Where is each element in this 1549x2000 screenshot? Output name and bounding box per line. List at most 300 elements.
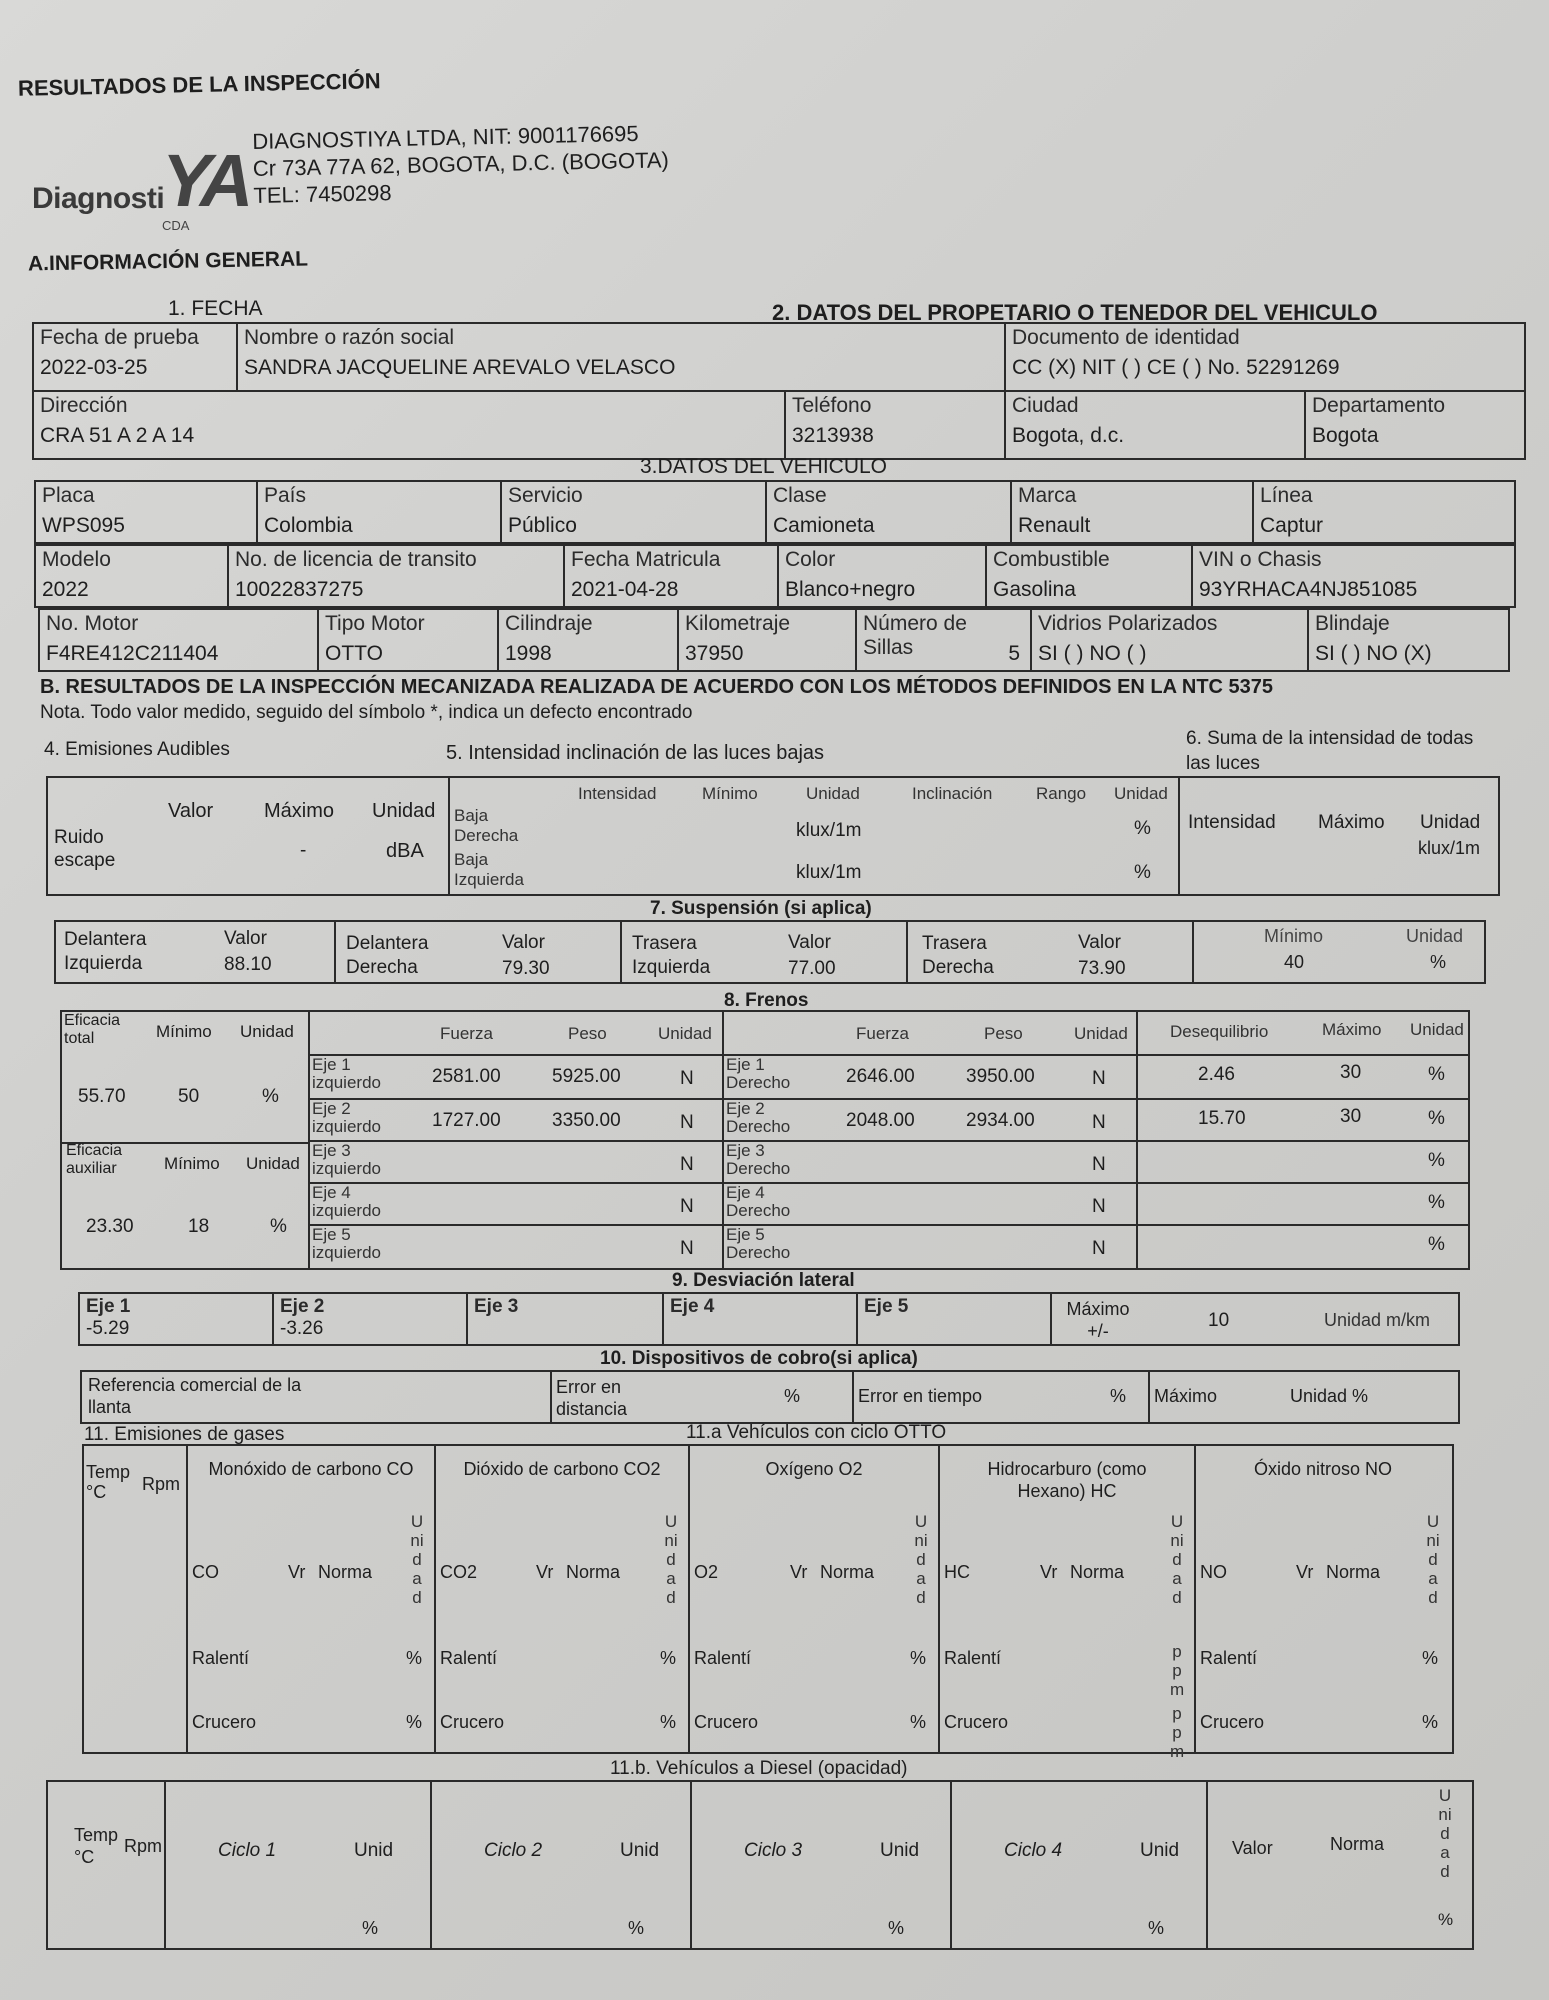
suspension-title: 7. Suspensión (si aplica) (650, 898, 872, 919)
combustible-value: Gasolina (993, 578, 1076, 601)
gas-crucero: Crucero (694, 1712, 759, 1732)
owner-table (32, 322, 1526, 460)
freno-izq-unidad: N (680, 1196, 694, 1217)
polarizados-label: Vidrios Polarizados (1038, 612, 1218, 635)
direccion-label: Dirección (40, 394, 128, 417)
servicio-label: Servicio (508, 484, 583, 507)
gas-crucero: Crucero (440, 1712, 505, 1732)
motor-value: F4RE412C211404 (46, 642, 219, 665)
ruido-label: Ruido escape (54, 827, 116, 871)
suspension-item-label: Trasera Derecha (922, 933, 994, 978)
freno-der-label: Eje 5 Derecho (726, 1225, 791, 1262)
otto-box (82, 1444, 1454, 1754)
company-name: DIAGNOSTIYA LTDA, NIT: 9001176695 (252, 120, 639, 154)
diesel-ciclo-unit: % (1148, 1918, 1165, 1938)
desviacion-eje (273, 1293, 467, 1345)
divider (434, 1444, 436, 1752)
referencia-cell (81, 1371, 551, 1423)
fecha-value: 2022-03-25 (40, 356, 148, 379)
color-value: Blanco+negro (785, 578, 916, 601)
freno-maximo: 30 (1340, 1106, 1362, 1127)
gas-crucero: Crucero (1200, 1712, 1265, 1732)
gas-crucero-unit: ppm (1170, 1704, 1185, 1761)
cobro-table (80, 1370, 1460, 1424)
freno-izq-peso: 3350.00 (552, 1110, 621, 1131)
suspension-value: 77.00 (788, 958, 836, 979)
marca-cell (1011, 481, 1253, 543)
error-tiempo-cell (853, 1371, 1149, 1423)
freno-unidad-pct: % (1428, 1234, 1445, 1255)
desviacion-eje-label: Eje 3 (474, 1296, 519, 1317)
lights-noise-box (46, 776, 1500, 896)
otto-temp-label: Temp °C (86, 1462, 131, 1502)
fecha-matricula-cell (564, 545, 778, 607)
vehicle-table-row2 (34, 544, 1516, 608)
frenos-desequilibrio-header: Desequilibrio (1170, 1022, 1269, 1041)
divider (1206, 1780, 1208, 1948)
freno-unidad-pct: % (1428, 1108, 1445, 1129)
telefono-value: 3213938 (792, 424, 874, 447)
suspension-item-label: Trasera Izquierda (632, 933, 711, 978)
vehicle-table-row1 (34, 480, 1516, 544)
gas-code: HC (944, 1562, 970, 1582)
gas-crucero-unit: % (406, 1712, 423, 1732)
frenos-izq-peso-header: Peso (568, 1024, 607, 1043)
gas-code: NO (1200, 1562, 1227, 1582)
gas-title: Hidrocarburo (como Hexano) HC (987, 1459, 1147, 1501)
suma-maximo-header: Máximo (1318, 812, 1385, 833)
gas-ralenti: Ralentí (694, 1648, 752, 1668)
gas-unidad-label: Unidad (410, 1512, 424, 1607)
eficacia-auxiliar-minimo: 18 (188, 1216, 210, 1237)
diesel-ciclo-label: Ciclo 4 (1004, 1840, 1063, 1861)
suspension-item (335, 921, 621, 983)
luces-rango-header: Rango (1036, 784, 1087, 803)
eficacia-auxiliar-value: 23.30 (86, 1216, 134, 1237)
fecha-cell (33, 323, 237, 391)
polarizados-cell (1031, 609, 1308, 671)
modelo-cell (35, 545, 228, 607)
freno-der-unidad: N (1092, 1196, 1106, 1217)
modelo-value: 2022 (42, 578, 89, 601)
gas-crucero: Crucero (944, 1712, 1009, 1732)
suspension-item-label: Delantera Izquierda (64, 929, 147, 974)
vin-cell (1192, 545, 1515, 607)
error-distancia-cell (551, 1371, 853, 1423)
clase-value: Camioneta (773, 514, 875, 537)
suspension-valor-label: Valor (224, 928, 267, 949)
sillas-label: Número de Sillas (863, 612, 967, 659)
freno-desequilibrio: 15.70 (1198, 1108, 1246, 1129)
ciudad-label: Ciudad (1012, 394, 1079, 417)
suspension-limits (1193, 921, 1485, 983)
diesel-ciclo-unid: Unid (1140, 1840, 1180, 1861)
suspension-unidad-label: Unidad (1406, 926, 1464, 946)
eficacia-total-minimo-label: Mínimo (156, 1022, 212, 1041)
ruido-maximo: - (300, 840, 307, 861)
fecha-matricula-value: 2021-04-28 (571, 578, 679, 601)
desviacion-eje-label: Eje 2 (280, 1296, 325, 1317)
gas-unidad-label: Unidad (914, 1512, 928, 1607)
eficacia-total-label: Eficacia total (64, 1012, 121, 1047)
vehiculo-title: 3.DATOS DEL VEHICULO (640, 455, 888, 478)
section-a-title: A.INFORMACIÓN GENERAL (27, 247, 309, 276)
cobro-title: 10. Dispositivos de cobro(si aplica) (600, 1348, 918, 1369)
freno-unidad-pct: % (1428, 1150, 1445, 1171)
freno-der-label: Eje 2 Derecho (726, 1099, 791, 1136)
freno-unidad-pct: % (1428, 1192, 1445, 1213)
ruido-maximo-header: Máximo (264, 800, 335, 822)
divider (722, 1010, 724, 1268)
freno-izq-unidad: N (680, 1068, 694, 1089)
section-b-title: B. RESULTADOS DE LA INSPECCIÓN MECANIZADA REALIZADA DE ACUERDO CON LOS MÉTODOS DEFINIDOS EN LA NTC 5375 (40, 676, 1274, 698)
clase-cell (766, 481, 1011, 543)
tipo-motor-value: OTTO (325, 642, 383, 665)
freno-izq-label: Eje 1 izquierdo (312, 1055, 381, 1092)
gas-ralenti-unit: % (660, 1648, 677, 1668)
tipo-motor-cell (318, 609, 498, 671)
cilindraje-value: 1998 (505, 642, 552, 665)
gas-code: CO (192, 1562, 219, 1582)
otto-title: 11.a Vehículos con ciclo OTTO (686, 1422, 947, 1443)
baja-derecha-unidad2: % (1134, 818, 1151, 839)
eficacia-auxiliar-unidad: % (270, 1216, 287, 1237)
gas-ralenti: Ralentí (192, 1648, 250, 1668)
frenos-unidad-header: Unidad (1410, 1020, 1464, 1039)
gas-unidad-label: Unidad (664, 1512, 678, 1607)
diesel-ciclo-unid: Unid (880, 1840, 920, 1861)
freno-izq-fuerza: 2581.00 (432, 1066, 501, 1087)
divider (308, 1182, 1468, 1184)
servicio-value: Público (508, 514, 577, 537)
divider (308, 1054, 1468, 1056)
marca-label: Marca (1018, 484, 1077, 507)
baja-izquierda-unidad2: % (1134, 862, 1151, 883)
freno-izq-unidad: N (680, 1154, 694, 1175)
suma-luces-title: 6. Suma de la intensidad de todas las luces (1186, 728, 1474, 774)
gas-crucero-unit: % (1422, 1712, 1439, 1732)
telefono-cell (785, 391, 1005, 459)
pais-label: País (264, 484, 307, 507)
desviacion-limits (1051, 1293, 1459, 1345)
gas-title: Oxígeno O2 (765, 1459, 863, 1479)
marca-value: Renault (1018, 514, 1091, 537)
suspension-item (907, 921, 1193, 983)
divider (430, 1780, 432, 1948)
desviacion-eje (79, 1293, 273, 1345)
gas-vr: Vr (288, 1562, 306, 1582)
documento-value: CC (X) NIT ( ) CE ( ) No. 52291269 (1012, 356, 1340, 379)
sillas-cell (856, 609, 1031, 671)
diesel-ciclo-label: Ciclo 1 (218, 1840, 277, 1861)
licencia-cell (228, 545, 564, 607)
freno-izq-fuerza: 1727.00 (432, 1110, 501, 1131)
nombre-label: Nombre o razón social (244, 326, 455, 349)
vehicle-table-row3 (38, 608, 1510, 672)
divider (186, 1444, 188, 1752)
documento-cell (1005, 323, 1525, 391)
polarizados-value: SI ( ) NO ( ) (1038, 642, 1147, 665)
luces-minimo-header: Mínimo (702, 784, 758, 803)
combustible-cell (986, 545, 1192, 607)
divider (308, 1224, 1468, 1226)
desviacion-unidad: Unidad m/km (1324, 1310, 1431, 1330)
desviacion-eje (467, 1293, 663, 1345)
freno-unidad-pct: % (1428, 1064, 1445, 1085)
eficacia-total-minimo: 50 (178, 1086, 200, 1107)
freno-der-fuerza: 2646.00 (846, 1066, 915, 1087)
divider (1194, 1444, 1196, 1752)
suspension-value: 88.10 (224, 954, 272, 975)
licencia-value: 10022837275 (235, 578, 364, 601)
motor-label: No. Motor (46, 612, 139, 635)
combustible-label: Combustible (993, 548, 1110, 571)
freno-der-label: Eje 1 Derecho (726, 1055, 791, 1092)
report-title: RESULTADOS DE LA INSPECCIÓN (17, 68, 381, 101)
error-distancia-unit: % (784, 1386, 801, 1406)
frenos-maximo-header: Máximo (1322, 1020, 1382, 1039)
gas-norma: Norma (1070, 1562, 1125, 1582)
gas-code: O2 (694, 1562, 719, 1582)
fecha-matricula-label: Fecha Matricula (571, 548, 721, 571)
freno-der-unidad: N (1092, 1068, 1106, 1089)
gas-title: Dióxido de carbono CO2 (463, 1459, 661, 1479)
freno-maximo: 30 (1340, 1062, 1362, 1083)
suspension-minimo-label: Mínimo (1264, 926, 1324, 946)
eficacia-total-value: 55.70 (78, 1086, 126, 1107)
luces-unidad-header: Unidad (806, 784, 860, 803)
suspension-valor-label: Valor (502, 932, 545, 953)
desviacion-eje-value: -5.29 (86, 1318, 130, 1339)
gas-vr: Vr (536, 1562, 554, 1582)
divider (688, 1444, 690, 1752)
tipo-motor-label: Tipo Motor (325, 612, 425, 635)
diesel-title: 11.b. Vehículos a Diesel (opacidad) (610, 1758, 908, 1779)
freno-izq-label: Eje 2 izquierdo (312, 1099, 381, 1136)
departamento-value: Bogota (1312, 424, 1379, 447)
frenos-der-fuerza-header: Fuerza (856, 1024, 909, 1043)
gas-norma: Norma (1326, 1562, 1381, 1582)
blindaje-cell (1308, 609, 1509, 671)
suspension-value: 73.90 (1078, 958, 1126, 979)
desviacion-eje (663, 1293, 857, 1345)
emisiones-gases-title: 11. Emisiones de gases (84, 1424, 285, 1445)
gas-crucero: Crucero (192, 1712, 257, 1732)
suspension-minimo: 40 (1284, 952, 1305, 972)
freno-desequilibrio: 2.46 (1198, 1064, 1235, 1085)
divider (950, 1780, 952, 1948)
divider (308, 1010, 310, 1268)
section-b-note: Nota. Todo valor medido, seguido del símbolo *, indica un defecto encontrado (40, 702, 693, 723)
divider (164, 1780, 166, 1948)
emisiones-audibles-title: 4. Emisiones Audibles (44, 739, 230, 760)
direccion-cell (33, 391, 785, 459)
diesel-ciclo-unit: % (362, 1918, 379, 1938)
divider (1136, 1010, 1138, 1268)
licencia-label: No. de licencia de transito (235, 548, 477, 571)
kilometraje-value: 37950 (685, 642, 744, 665)
desviacion-maximo: 10 (1208, 1310, 1230, 1331)
diesel-unidad-unit: % (1438, 1910, 1454, 1929)
freno-izq-peso: 5925.00 (552, 1066, 621, 1087)
desviacion-eje-value: -3.26 (280, 1318, 324, 1339)
luces-bajas-title: 5. Intensidad inclinación de las luces bajas (446, 742, 825, 764)
nombre-value: SANDRA JACQUELINE AREVALO VELASCO (244, 356, 676, 379)
gas-norma: Norma (820, 1562, 875, 1582)
gas-ralenti-unit: % (406, 1648, 423, 1668)
suspension-valor-label: Valor (1078, 932, 1121, 953)
company-phone: TEL: 7450298 (253, 180, 392, 208)
freno-der-unidad: N (1092, 1154, 1106, 1175)
sillas-value: 5 (1008, 642, 1020, 665)
eficacia-total-unidad-label: Unidad (240, 1022, 294, 1041)
eficacia-auxiliar-label: Eficacia auxiliar (66, 1142, 123, 1177)
referencia-label: Referencia comercial de la llanta (88, 1375, 302, 1417)
ruido-unidad: dBA (386, 840, 424, 862)
desviacion-eje-label: Eje 4 (670, 1296, 715, 1317)
gas-title: Óxido nitroso NO (1253, 1459, 1393, 1479)
desviacion-eje (857, 1293, 1051, 1345)
frenos-der-peso-header: Peso (984, 1024, 1023, 1043)
desviacion-eje-label: Eje 5 (864, 1296, 909, 1317)
eficacia-auxiliar-minimo-label: Mínimo (164, 1154, 220, 1173)
suma-unidad-header: Unidad (1420, 812, 1481, 833)
pais-cell (257, 481, 501, 543)
freno-der-unidad: N (1092, 1238, 1106, 1259)
diesel-valor-label: Valor (1232, 1838, 1273, 1858)
baja-derecha-unidad: klux/1m (796, 820, 862, 841)
modelo-label: Modelo (42, 548, 111, 571)
fecha-title: 1. FECHA (168, 297, 263, 320)
departamento-cell (1305, 391, 1525, 459)
vin-value: 93YRHACA4NJ851085 (1199, 578, 1418, 601)
diesel-ciclo-unit: % (888, 1918, 905, 1938)
kilometraje-label: Kilometraje (685, 612, 791, 635)
gas-ralenti: Ralentí (944, 1648, 1002, 1668)
frenos-izq-fuerza-header: Fuerza (440, 1024, 493, 1043)
freno-der-label: Eje 3 Derecho (726, 1141, 791, 1178)
gas-vr: Vr (790, 1562, 808, 1582)
ciudad-cell (1005, 391, 1305, 459)
logo-text: Diagnosti (32, 182, 165, 215)
color-cell (778, 545, 986, 607)
telefono-label: Teléfono (792, 394, 872, 417)
freno-der-fuerza: 2048.00 (846, 1110, 915, 1131)
freno-der-peso: 2934.00 (966, 1110, 1035, 1131)
baja-izquierda-unidad: klux/1m (796, 862, 862, 883)
gas-ralenti-unit: ppm (1170, 1642, 1185, 1699)
diesel-ciclo-label: Ciclo 3 (744, 1840, 803, 1861)
eficacia-total-unidad: % (262, 1086, 279, 1107)
diesel-norma-label: Norma (1330, 1834, 1385, 1854)
gas-crucero-unit: % (660, 1712, 677, 1732)
divider (308, 1140, 1468, 1142)
diesel-ciclo-unid: Unid (620, 1840, 660, 1861)
divider (690, 1780, 692, 1948)
desviacion-eje-label: Eje 1 (86, 1296, 131, 1317)
freno-der-peso: 3950.00 (966, 1066, 1035, 1087)
desviacion-maximo-label: Máximo +/- (1066, 1299, 1130, 1341)
blindaje-label: Blindaje (1315, 612, 1390, 635)
linea-value: Captur (1260, 514, 1324, 537)
ruido-unidad-header: Unidad (372, 800, 436, 822)
diesel-rpm-label: Rpm (124, 1836, 163, 1856)
propietario-title: 2. DATOS DEL PROPETARIO O TENEDOR DEL VEHICULO (772, 300, 1378, 325)
suspension-unidad: % (1430, 952, 1447, 972)
cobro-limits-cell (1149, 1371, 1459, 1423)
company-info (252, 119, 670, 209)
gas-ralenti-unit: % (910, 1648, 927, 1668)
gas-norma: Norma (566, 1562, 621, 1582)
desviacion-title: 9. Desviación lateral (672, 1270, 855, 1291)
fecha-label: Fecha de prueba (40, 326, 199, 349)
gas-unidad-label: Unidad (1170, 1512, 1184, 1607)
suma-unidad: klux/1m (1418, 838, 1481, 858)
divider (938, 1444, 940, 1752)
logo-ya: YA (162, 139, 248, 222)
baja-derecha-label: Baja Derecha (454, 806, 519, 845)
divider (1178, 776, 1180, 894)
freno-izq-unidad: N (680, 1112, 694, 1133)
freno-izq-label: Eje 3 izquierdo (312, 1141, 381, 1178)
cobro-maximo-label: Máximo (1154, 1386, 1218, 1406)
kilometraje-cell (678, 609, 856, 671)
gas-crucero-unit: % (910, 1712, 927, 1732)
gas-ralenti: Ralentí (1200, 1648, 1258, 1668)
placa-label: Placa (42, 484, 95, 507)
blindaje-value: SI ( ) NO (X) (1315, 642, 1432, 665)
freno-der-label: Eje 4 Derecho (726, 1183, 791, 1220)
vin-label: VIN o Chasis (1199, 548, 1322, 571)
linea-cell (1253, 481, 1515, 543)
luces-intensidad-header: Intensidad (578, 784, 657, 803)
freno-izq-unidad: N (680, 1238, 694, 1259)
motor-cell (39, 609, 318, 671)
gas-unidad-label: Unidad (1426, 1512, 1440, 1607)
gas-ralenti: Ralentí (440, 1648, 498, 1668)
suspension-valor-label: Valor (788, 932, 831, 953)
frenos-der-unidad-header: Unidad (1074, 1024, 1128, 1043)
divider (448, 776, 450, 894)
gas-norma: Norma (318, 1562, 373, 1582)
direccion-value: CRA 51 A 2 A 14 (40, 424, 195, 447)
documento-label: Documento de identidad (1012, 326, 1240, 349)
pais-value: Colombia (264, 514, 353, 537)
suspension-item (55, 921, 335, 983)
diesel-ciclo-unit: % (628, 1918, 645, 1938)
clase-label: Clase (773, 484, 827, 507)
suspension-table (54, 920, 1486, 984)
error-tiempo-label: Error en tiempo (858, 1386, 983, 1406)
eficacia-auxiliar-unidad-label: Unidad (246, 1154, 300, 1173)
placa-value: WPS095 (42, 514, 125, 537)
diesel-ciclo-unid: Unid (354, 1840, 394, 1861)
gas-vr: Vr (1040, 1562, 1058, 1582)
error-distancia-label: Error en distancia (556, 1377, 628, 1419)
freno-izq-label: Eje 5 izquierdo (312, 1225, 381, 1262)
suspension-value: 79.30 (502, 958, 550, 979)
nombre-cell (237, 323, 1005, 391)
placa-cell (35, 481, 257, 543)
gas-code: CO2 (440, 1562, 478, 1582)
ciudad-value: Bogota, d.c. (1012, 424, 1125, 447)
gas-title: Monóxido de carbono CO (208, 1459, 414, 1479)
freno-der-unidad: N (1092, 1112, 1106, 1133)
company-address: Cr 73A 77A 62, BOGOTA, D.C. (BOGOTA) (252, 147, 670, 181)
cilindraje-label: Cilindraje (505, 612, 593, 635)
freno-izq-label: Eje 4 izquierdo (312, 1183, 381, 1220)
departamento-label: Departamento (1312, 394, 1446, 417)
